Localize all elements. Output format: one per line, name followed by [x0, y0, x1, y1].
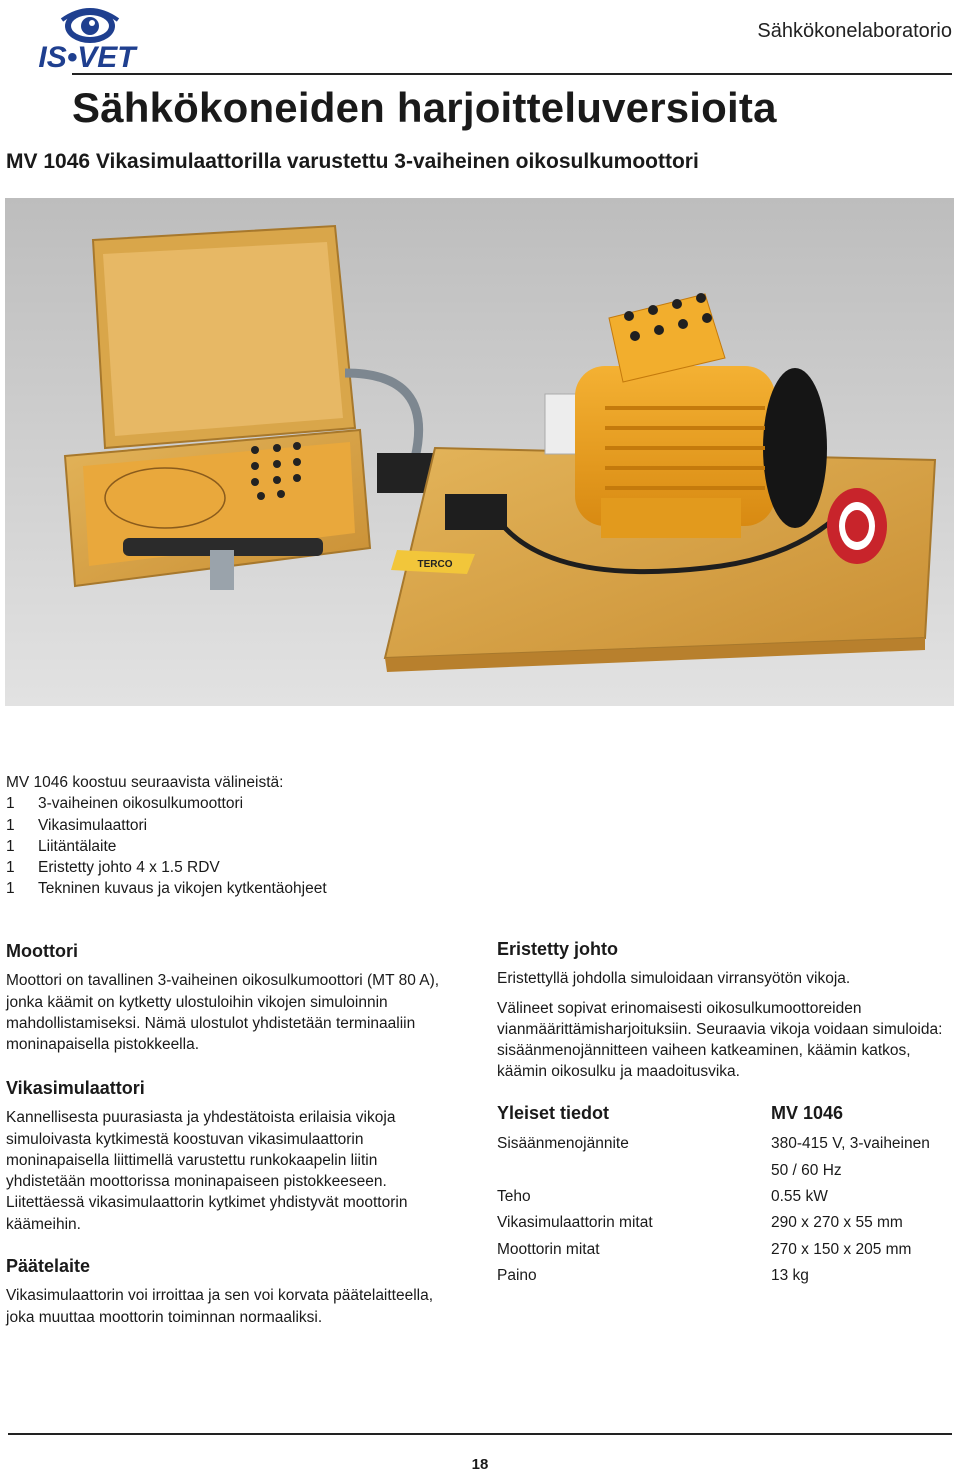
table-row: Teho 0.55 kW	[497, 1187, 828, 1205]
logo-wordmark: IS•VET	[38, 41, 136, 70]
table-row: 50 / 60 Hz	[771, 1161, 842, 1179]
section-heading: Eristetty johto	[497, 939, 619, 959]
page-subtitle: MV 1046 Vikasimulaattorilla varustettu 3-vaiheinen oikosulkumoottori	[6, 150, 699, 173]
section-body: Kannellisesta puurasiasta ja yhdestätoista erilaisia vikoja simuloivasta kytkimestä koostuvan vikasimulaattorin moninapaisella liittimellä varustettu runkokaapelin liitin yhdistetään moottorissa moninapaiseen pistokkeeseen. Liitettäessä vikasimulaattorin kytkimet yhdistyvät moottorin käämeihin.	[6, 1109, 408, 1233]
section-paatelaite	[6, 1256, 454, 1328]
cee-plug	[827, 488, 887, 564]
list-item: 1 Eristetty johto 4 x 1.5 RDV	[6, 859, 220, 877]
list-item: 1 Vikasimulaattori	[6, 816, 148, 834]
specs-table	[497, 1103, 957, 1289]
section-heading: Vikasimulaattori	[6, 1078, 145, 1098]
page-number: 18	[471, 1456, 489, 1473]
specs-model: MV 1046	[771, 1103, 844, 1123]
section-heading: Päätelaite	[6, 1256, 91, 1276]
parts-list	[6, 772, 327, 900]
page-title: Sähkökoneiden harjoitteluversioita	[72, 84, 777, 131]
list-item: 1 3-vaiheinen oikosulkumoottori	[6, 795, 244, 813]
section-heading: Moottori	[6, 941, 78, 961]
lab-name: Sähkökonelaboratorio	[757, 20, 952, 42]
isvet-logo	[6, 4, 168, 70]
fault-simulator-box	[65, 226, 370, 590]
table-row: Sisäänmenojännite 380-415 V, 3-vaiheinen	[497, 1135, 930, 1153]
table-row: Paino 13 kg	[497, 1267, 809, 1285]
parts-intro: MV 1046 koostuu seuraavista välineistä:	[6, 774, 284, 791]
list-item: 1 Tekninen kuvaus ja vikojen kytkentäohjeet	[6, 880, 327, 898]
specs-heading: Yleiset tiedot	[497, 1103, 610, 1123]
eye-icon	[62, 9, 118, 43]
section-eristetty-johto	[497, 939, 952, 1083]
section-body: Välineet sopivat erinomaisesti oikosulkumoottoreiden vianmäärittämisharjoituksiin. Seuraavia vikoja voidaan simuloida: sisäänmenojännitteen vaiheen katkeaminen, käämin katkos, käämin oikosulku ja maadoitusvika.	[497, 999, 943, 1081]
section-body: Vikasimulaattorin voi irroittaa ja sen voi korvata päätelaitteella, joka muuttaa moottorin toiminnan normaaliksi.	[6, 1287, 434, 1326]
footer-divider	[8, 1433, 952, 1435]
brand-plate: TERCO	[417, 559, 453, 570]
table-row: Vikasimulaattorin mitat 290 x 270 x 55 mm	[497, 1214, 903, 1232]
section-vikasimulaattori	[6, 1078, 454, 1235]
section-body: Eristettyllä johdolla simuloidaan virransyötön vikoja.	[497, 970, 851, 988]
header-divider	[72, 73, 952, 75]
section-moottori	[6, 941, 454, 1055]
list-item: 1 Liitäntälaite	[6, 837, 117, 855]
specs-header	[497, 1103, 957, 1131]
table-row: Moottorin mitat 270 x 150 x 205 mm	[497, 1240, 912, 1258]
product-photo	[5, 198, 954, 706]
section-body: Moottori on tavallinen 3-vaiheinen oikosulkumoottori (MT 80 A), jonka käämit on kytketty ulostuloihin vikojen simuloinnin mahdollistamiseksi. Nämä ulostulot yhdistetään terminaaliin moninapaisella pistokkeella.	[6, 972, 440, 1054]
